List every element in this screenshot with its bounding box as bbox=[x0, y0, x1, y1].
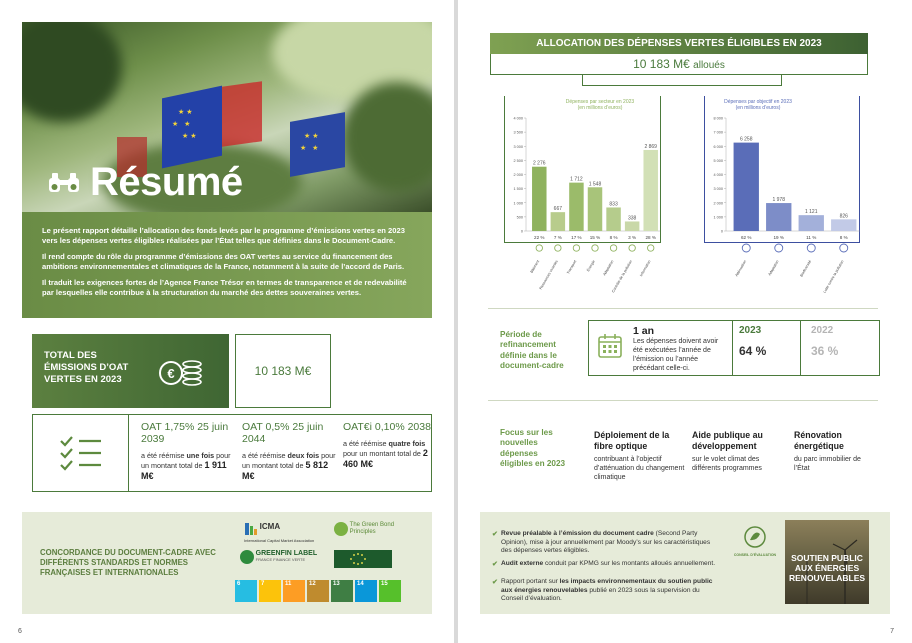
bar bbox=[551, 212, 565, 231]
icma-logo-subtext: International Capital Market Association bbox=[244, 538, 315, 543]
share-label: 28 % bbox=[645, 235, 656, 240]
objective-bar-chart bbox=[700, 96, 870, 306]
category-label: Lutte contre la pollution bbox=[822, 259, 845, 294]
pct-current: 64 % bbox=[739, 344, 767, 358]
sdg-icon: 12 bbox=[307, 580, 329, 602]
checklist-icon bbox=[33, 415, 129, 491]
category-icon bbox=[648, 245, 654, 251]
bar bbox=[799, 215, 824, 231]
category-label: Transport bbox=[566, 259, 578, 275]
share-label: 11 % bbox=[806, 235, 817, 240]
divider bbox=[488, 400, 878, 401]
y-tick-label: 7 000 bbox=[713, 130, 723, 135]
intro-paragraph: Il rend compte du rôle du programme d’émissions des OAT vertes au service du financement des ambitions environnementales et climatiques de la France, notamment à la suite de l’accord de Paris. bbox=[42, 252, 405, 272]
bar bbox=[734, 143, 759, 231]
sdg-icon: 15 bbox=[379, 580, 401, 602]
focus-item-title: Déploiement de la fibre optique bbox=[594, 430, 670, 451]
bar bbox=[532, 167, 546, 231]
flag-shape bbox=[222, 81, 262, 147]
period-box bbox=[588, 320, 880, 376]
binoculars-icon bbox=[48, 172, 80, 194]
stars-icon bbox=[334, 550, 392, 568]
period-title: Période de refinancement définie dans le document-cadre bbox=[500, 330, 564, 370]
sdg-icon: 6 bbox=[235, 580, 257, 602]
flag-shape bbox=[162, 86, 222, 169]
check-icon: ✔ bbox=[492, 579, 498, 586]
category-icon bbox=[807, 244, 815, 252]
greenfin-logo-subtext: FRANCE FINANCE VERTE bbox=[255, 557, 306, 562]
icma-logo bbox=[244, 522, 314, 543]
report-cover-image bbox=[785, 520, 869, 604]
category-label: Contrôle de la pollution bbox=[611, 259, 634, 294]
sdg-icon: 14 bbox=[355, 580, 377, 602]
category-icon bbox=[555, 245, 561, 251]
share-label: 19 % bbox=[773, 235, 784, 240]
category-label: Bâtiment bbox=[529, 259, 541, 274]
focus-item-desc: contribuant à l’objectif d’atténuation du changement climatique bbox=[594, 456, 685, 482]
sdg-icons-row bbox=[235, 580, 401, 602]
focus-item-desc: du parc immobilier de l’État bbox=[794, 456, 861, 473]
calendar-icon bbox=[597, 333, 623, 359]
category-icon bbox=[610, 245, 616, 251]
page-number: 7 bbox=[890, 628, 894, 635]
oat-description: a été réémise une fois pour un montant total de 1 911 M€ bbox=[141, 451, 231, 482]
allocation-total: 10 183 M€ alloués bbox=[633, 57, 725, 71]
share-label: 8 % bbox=[839, 235, 848, 240]
oat-icon-cell bbox=[33, 415, 129, 491]
year-current: 2023 bbox=[739, 325, 762, 336]
total-emissions-box bbox=[32, 334, 229, 408]
period-description: Les dépenses doivent avoir été exécutées l’année de l’émission ou l’année précédant celle-ci. bbox=[633, 338, 719, 373]
category-label: Adaptation bbox=[602, 259, 615, 277]
left-page bbox=[0, 0, 454, 643]
bar-value-label: 2 276 bbox=[533, 160, 546, 167]
y-tick-label: 0 bbox=[720, 229, 723, 234]
greenfin-logo-text: GREENFIN LABEL bbox=[255, 550, 318, 557]
check-icon: ✔ bbox=[492, 561, 498, 568]
oat-item bbox=[242, 421, 337, 483]
category-icon bbox=[629, 245, 635, 251]
y-tick-label: 2 000 bbox=[713, 201, 723, 206]
oat-item bbox=[343, 421, 438, 471]
eu-green-logo bbox=[334, 550, 392, 568]
hero-photo: ★ ★ ★ ★ ★ ★ ★ ★ ★ ★ Résumé bbox=[22, 22, 432, 212]
oat-title: OAT 0,5% 25 juin 2044 bbox=[242, 421, 324, 446]
y-tick-label: 3 000 bbox=[513, 144, 523, 149]
category-icon bbox=[840, 244, 848, 252]
oat-amount: 5 812 M€ bbox=[242, 460, 329, 482]
svg-text:€: € bbox=[167, 366, 175, 381]
intro-paragraph: Il traduit les exigences fortes de l’Agence France Trésor en termes de transparence et de redevabilité par lesquelles elle contribue à la structuration du marché des dettes souveraines vertes. bbox=[42, 278, 407, 298]
concordance-title: CONCORDANCE DU DOCUMENT-CADRE AVEC DIFFÉRENTS STANDARDS ET NORMES FRANÇAISES ET INTERNATIONALES bbox=[40, 548, 216, 578]
category-label: Ressources vivantes bbox=[538, 259, 559, 291]
council-logo-text: CONSEIL D’ÉVALUATION bbox=[733, 553, 777, 557]
icma-logo-icon bbox=[244, 522, 258, 536]
oat-description: a été réémise deux fois pour un montant total de 5 812 M€ bbox=[242, 451, 336, 482]
verification-bullet: ✔ Rapport portant sur les impacts environnementaux du soutien public aux énergies renouvelables publié en 2023 sous la supervision du Conseil d’évaluation. bbox=[492, 578, 713, 603]
y-tick-label: 2 000 bbox=[513, 173, 523, 177]
icma-logo-text: ICMA bbox=[259, 522, 281, 531]
oat-amount: 2 460 M€ bbox=[343, 448, 428, 470]
bar-value-label: 1 978 bbox=[772, 197, 786, 204]
share-label: 22 % bbox=[534, 235, 545, 240]
focus-item bbox=[594, 430, 686, 482]
leaf-icon bbox=[334, 522, 348, 536]
chart-title-line: (en millions d’euros) bbox=[735, 105, 781, 111]
category-label: Biodiversité bbox=[799, 259, 813, 278]
bar bbox=[569, 183, 583, 231]
bar bbox=[643, 150, 657, 231]
bar-value-label: 667 bbox=[553, 206, 563, 213]
y-tick-label: 3 000 bbox=[713, 187, 723, 192]
y-tick-label: 8 000 bbox=[713, 116, 723, 121]
period-duration: 1 an bbox=[633, 325, 655, 337]
council-leaf-icon bbox=[744, 526, 766, 548]
green-bond-principles-text: The Green Bond Principles bbox=[349, 522, 395, 535]
y-tick-label: 6 000 bbox=[713, 144, 723, 149]
share-label: 15 % bbox=[589, 235, 601, 240]
total-emissions-value-box bbox=[235, 334, 331, 408]
greenfin-icon bbox=[240, 550, 254, 564]
page-number: 6 bbox=[18, 628, 22, 635]
check-icon: ✔ bbox=[492, 531, 498, 538]
divider bbox=[488, 308, 878, 309]
oat-title: OAT€i 0,10% 2038 bbox=[343, 421, 431, 433]
bar bbox=[588, 187, 602, 231]
y-tick-label: 4 000 bbox=[713, 173, 723, 177]
category-icon bbox=[775, 244, 783, 252]
oat-details bbox=[32, 414, 432, 492]
bar bbox=[766, 203, 791, 231]
chart-title-line: Dépenses par objectif en 2023 bbox=[724, 99, 792, 105]
oat-item bbox=[141, 421, 236, 483]
greenfin-label-logo bbox=[240, 550, 332, 564]
bar-value-label: 1 712 bbox=[570, 176, 583, 183]
bar-value-label: 1 121 bbox=[804, 209, 818, 216]
category-label: Adaptation bbox=[767, 259, 780, 277]
bar bbox=[606, 207, 620, 231]
y-tick-label: 5 000 bbox=[713, 158, 723, 163]
y-tick-label: 4 000 bbox=[513, 116, 523, 121]
total-emissions-value: 10 183 M€ bbox=[254, 364, 312, 378]
sdg-icon: 13 bbox=[331, 580, 353, 602]
bar-value-label: 338 bbox=[627, 215, 637, 222]
intro-paragraph: Le présent rapport détaille l’allocation des fonds levés par le programme d’émissions vertes en 2023 vers les dépenses vertes éligibles réalisées par l’État telles que définies dans le Document-Cadre. bbox=[42, 226, 405, 246]
share-label: 62 % bbox=[741, 235, 752, 240]
category-icon bbox=[592, 245, 598, 251]
sdg-icon: 11 bbox=[283, 580, 305, 602]
euro-coins-icon bbox=[158, 358, 204, 388]
focus-item bbox=[692, 430, 782, 473]
category-icon bbox=[573, 245, 579, 251]
oat-description: a été réémise quatre fois pour un montant total de 2 460 M€ bbox=[343, 439, 428, 470]
allocation-title: ALLOCATION DES DÉPENSES VERTES ÉLIGIBLES EN 2023 bbox=[490, 33, 868, 54]
share-label: 8 % bbox=[609, 235, 618, 240]
category-icon bbox=[536, 245, 542, 251]
report-cover-title: SOUTIEN PUBLIC AUX ÉNERGIES RENOUVELABLES bbox=[789, 553, 866, 583]
verification-band bbox=[480, 512, 890, 614]
bar-value-label: 6 258 bbox=[739, 136, 753, 143]
share-label: 7 % bbox=[553, 235, 562, 240]
allocation-total-box bbox=[490, 54, 868, 75]
chart-title bbox=[566, 99, 635, 111]
y-tick-label: 0 bbox=[520, 229, 523, 234]
share-label: 3 % bbox=[628, 235, 637, 240]
chart-title bbox=[724, 99, 792, 111]
total-emissions-label: TOTAL DES ÉMISSIONS D’OAT VERTES EN 2023 bbox=[44, 350, 129, 385]
y-tick-label: 1 000 bbox=[513, 201, 523, 206]
chart-title-line: (en millions d’euros) bbox=[577, 105, 623, 111]
focus-title: Focus sur les nouvelles dépenses éligibles en 2023 bbox=[500, 428, 566, 468]
verification-bullet: ✔ Revue préalable à l’émission du document cadre (Second Party Opinion), mise à jour annuellement par Moody’s sur les caractéristiques des dépenses vertes éligibles. bbox=[492, 530, 711, 555]
chart-title-line: Dépenses par secteur en 2023 bbox=[565, 99, 635, 105]
share-label: 17 % bbox=[571, 235, 582, 240]
focus-item-title: Rénovation énergétique bbox=[794, 430, 844, 451]
y-tick-label: 1 500 bbox=[513, 187, 523, 192]
bar bbox=[625, 221, 639, 231]
bar bbox=[831, 219, 856, 231]
category-icon bbox=[742, 244, 750, 252]
bar-value-label: 833 bbox=[609, 201, 618, 208]
green-bond-principles-logo bbox=[334, 522, 414, 536]
y-tick-label: 500 bbox=[516, 215, 523, 220]
page-title: Résumé bbox=[90, 160, 243, 204]
focus-item bbox=[794, 430, 878, 473]
intro-block bbox=[22, 212, 432, 318]
oat-title: OAT 1,75% 25 juin 2039 bbox=[141, 421, 229, 446]
year-previous: 2022 bbox=[811, 325, 834, 336]
council-logo bbox=[730, 526, 780, 557]
y-tick-label: 1 000 bbox=[713, 215, 723, 220]
category-label: Information bbox=[639, 259, 652, 278]
category-label: Énergie bbox=[586, 259, 596, 273]
y-tick-label: 3 500 bbox=[513, 130, 523, 135]
bar-value-label: 1 548 bbox=[588, 181, 602, 188]
verification-bullet: ✔ Audit externe conduit par KPMG sur les montants alloués annuellement. bbox=[492, 560, 716, 568]
oat-amount: 1 911 M€ bbox=[141, 460, 227, 482]
bar-value-label: 2 869 bbox=[644, 143, 657, 150]
sdg-icon: 7 bbox=[259, 580, 281, 602]
concordance-band bbox=[22, 512, 432, 614]
category-label: Atténuation bbox=[734, 259, 748, 278]
focus-item-desc: sur le volet climat des différents programmes bbox=[692, 456, 762, 473]
focus-item-title: Aide publique au développement bbox=[692, 430, 763, 451]
y-tick-label: 2 500 bbox=[513, 158, 523, 163]
right-page bbox=[458, 0, 912, 643]
bar-value-label: 826 bbox=[839, 213, 848, 220]
pct-previous: 36 % bbox=[811, 344, 839, 358]
sector-bar-chart bbox=[500, 96, 670, 306]
